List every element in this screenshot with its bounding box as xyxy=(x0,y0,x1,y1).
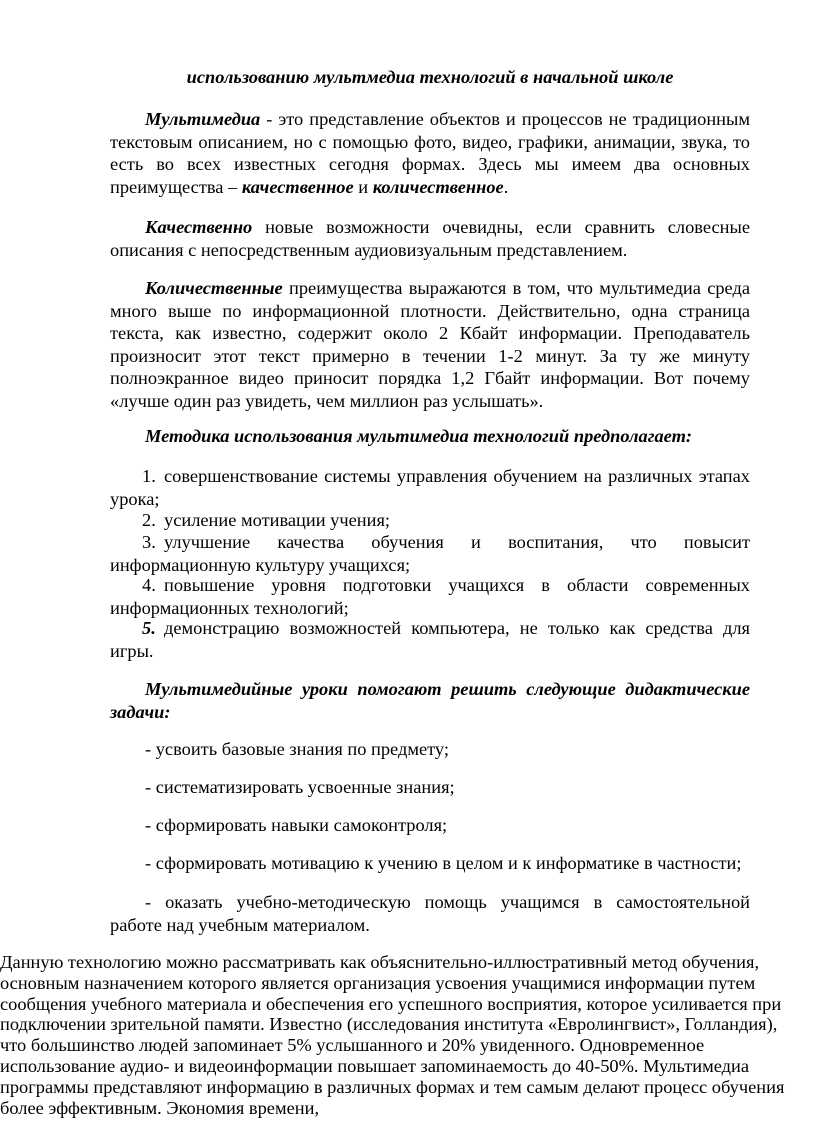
paragraph-qualitative-text: новые возможности очевидны, если сравнить словесные описания с непосредственным аудиовизуальным представлением. xyxy=(110,217,750,260)
method-item-text: совершенствование системы управления обучением на различных этапах урока; xyxy=(110,466,750,509)
method-item xyxy=(110,617,750,662)
paragraph-qualitative xyxy=(110,216,750,261)
method-heading xyxy=(110,425,750,448)
method-item-text: демонстрацию возможностей компьютера, не только как средства для игры. xyxy=(110,618,750,661)
method-item-number: 1. xyxy=(142,466,156,486)
method-item-text: улучшение качества обучения и воспитания, что повысит информационную культуру учащихся; xyxy=(110,532,750,575)
method-heading-text: Методика использования мультимедиа технологий предполагает: xyxy=(145,426,693,446)
paragraph-multimedia-end: . xyxy=(503,176,509,197)
page-heading-text: использованию мультмедиа технологий в начальной школе xyxy=(186,67,674,87)
method-item xyxy=(110,509,750,532)
term-quantitative-advantages: Количественные xyxy=(145,278,283,298)
term-multimedia: Мультимедиа xyxy=(145,109,261,129)
task-item: - оказать учебно-методическую помощь учащимся в самостоятельной работе над учебным материалом. xyxy=(110,892,750,935)
method-item xyxy=(110,574,750,619)
term-quantitative: количественное xyxy=(372,176,504,197)
paragraph-multimedia xyxy=(110,108,750,198)
bottom-paragraph: Данную технологию можно рассматривать как объяснительно-иллюстративный метод обучения, основным назначением которого является организация усвоения учащимися информации путем сообщения учебного материала и обеспечения его успешного восприятия, которое усиливается при подключении зрительной памяти. Известно (исследования института «Евролингвист», Голландия), что большинство людей запоминает 5% услышанного и 20% увиденного. Одновременное использование аудио- и видеоинформации повышает запоминаемость до 40-50%. Мультимедиа программы представляют информацию в различных формах и тем самым делают процесс обучения более эффективным. Экономия времени, xyxy=(0,952,785,1118)
term-qualitative: качественное xyxy=(241,176,354,197)
method-item xyxy=(110,465,750,510)
method-item-number: 3. xyxy=(142,532,156,552)
tasks-heading-text: Мультимедийные уроки помогают решить следующие дидактические задачи: xyxy=(110,679,750,722)
method-item-text: повышение уровня подготовки учащихся в области современных информационных технологий; xyxy=(110,575,750,618)
paragraph-quantitative-text: преимущества выражаются в том, что мультимедиа среда много выше по информационной плотности. Действительно, одна страница текста, как известно, содержит около 2 Кбайт информации. Преподаватель произносит этот текст примерно в течении 1-2 минут. За ту же минуту полноэкранное видео приносит порядка 1,2 Гбайт информации. Вот почему «лучше один раз увидеть, чем миллион раз услышать». xyxy=(110,278,750,411)
paragraph-multimedia-text: - это представление объектов и процессов не традиционным текстовым описанием, но с помощью фото, видео, графики, анимации, звука, то есть во всех известных сегодня формах. Здесь мы имеем два основных преимущества – xyxy=(110,109,750,197)
task-item: - сформировать навыки самоконтроля; xyxy=(145,815,448,835)
task-item: - усвоить базовые знания по предмету; xyxy=(145,739,449,759)
term-qualitatively: Качественно xyxy=(145,217,253,237)
method-item-number: 4. xyxy=(142,575,156,595)
tasks-heading xyxy=(110,678,750,723)
method-item-number: 2. xyxy=(142,510,156,530)
paragraph-quantitative xyxy=(110,277,750,412)
method-item-number: 5. xyxy=(142,618,156,638)
task-item: - сформировать мотивацию к учению в целом и к информатике в частности; xyxy=(145,853,742,873)
method-item-text: усиление мотивации учения; xyxy=(164,510,391,530)
paragraph-multimedia-mid: и xyxy=(353,176,373,197)
method-item xyxy=(110,531,750,576)
task-item: - систематизировать усвоенные знания; xyxy=(145,777,455,797)
page-heading xyxy=(110,66,750,89)
